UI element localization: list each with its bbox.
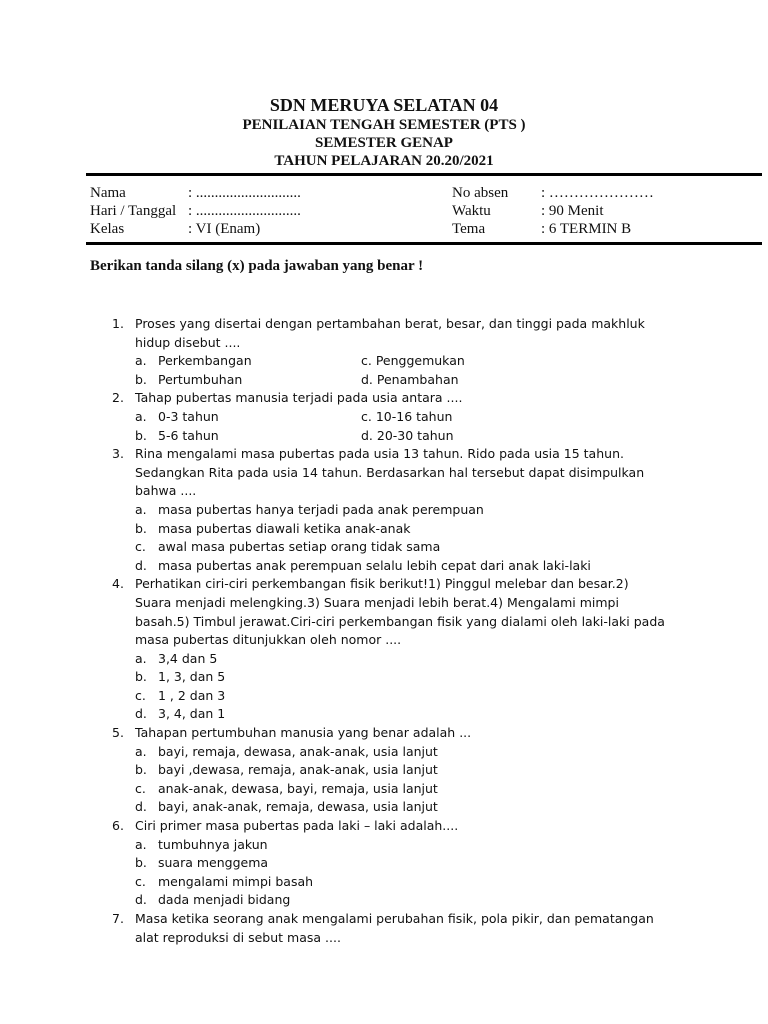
option-text: bayi, remaja, dewasa, anak-anak, usia lanjut [158, 743, 438, 759]
answer-option-row [0, 780, 768, 799]
answer-option-row [0, 743, 768, 762]
absen-label: No absen [452, 185, 509, 201]
answer-option-row [0, 427, 768, 446]
nama-label: Nama [90, 185, 126, 201]
answer-option-row [0, 687, 768, 706]
option-letter: c. [135, 539, 146, 555]
question-7 [0, 910, 665, 947]
answer-option-row [0, 761, 768, 780]
option-letter: c. [135, 873, 146, 889]
option-text: mengalami mimpi basah [158, 873, 314, 889]
option-text-second-column: c. Penggemukan [361, 353, 465, 369]
answer-option-row [0, 557, 768, 576]
academic-year: TAHUN PELAJARAN 20.20/2021 [274, 153, 494, 169]
question-number: 5. [112, 725, 124, 741]
option-letter: a. [135, 353, 147, 369]
option-letter: a. [135, 743, 147, 759]
option-letter: d. [135, 799, 147, 815]
option-letter: d. [135, 706, 147, 722]
info-row-nama [90, 184, 760, 202]
info-row-hari [90, 202, 760, 220]
question-options [0, 743, 768, 817]
kelas-label: Kelas [90, 221, 125, 237]
kelas-value: : VI (Enam) [188, 221, 261, 237]
option-letter: b. [135, 855, 147, 871]
answer-option-row [0, 408, 768, 427]
option-text-second-column: c. 10-16 tahun [361, 408, 453, 424]
hari-label: Hari / Tanggal [90, 203, 177, 219]
option-text: anak-anak, dewasa, bayi, remaja, usia lanjut [158, 780, 438, 796]
option-text: awal masa pubertas setiap orang tidak sama [158, 539, 441, 555]
option-text: 3,4 dan 5 [158, 650, 218, 666]
question-text: Perhatikan ciri-ciri perkembangan fisik berikut!1) Pinggul melebar dan besar.2) Suara menjadi melengking.3) Suara menjadi lebih berat.4) Mengalami mimpi basah.5) Timbul jerawat.Ciri-ciri perkembangan fisik yang dialami oleh laki-laki pada masa pubertas ditunjukkan oleh nomor .... [135, 576, 665, 648]
option-text: Pertumbuhan [158, 371, 243, 387]
question-text: Tahap pubertas manusia terjadi pada usia antara .... [135, 390, 463, 406]
question-5 [0, 724, 665, 743]
answer-option-row [0, 520, 768, 539]
exam-title: PENILAIAN TENGAH SEMESTER (PTS ) [242, 117, 526, 133]
option-text: 0-3 tahun [158, 408, 219, 424]
answer-option-row [0, 650, 768, 669]
tema-label: Tema [452, 221, 486, 237]
header-rule-bottom [86, 242, 762, 245]
question-4 [0, 575, 665, 649]
answer-option-row [0, 873, 768, 892]
option-letter: c. [135, 687, 146, 703]
instruction-text: Berikan tanda silang (x) pada jawaban yang benar ! [90, 258, 424, 274]
question-2 [0, 389, 665, 408]
header-rule-top [86, 173, 762, 176]
absen-field: : ………………… [541, 185, 654, 201]
question-options [0, 501, 768, 575]
option-text: masa pubertas diawali ketika anak-anak [158, 520, 411, 536]
option-text-second-column: d. 20-30 tahun [361, 427, 454, 443]
question-number: 6. [112, 818, 124, 834]
question-text: Tahapan pertumbuhan manusia yang benar adalah ... [135, 725, 472, 741]
option-text: bayi ,dewasa, remaja, anak-anak, usia lanjut [158, 762, 438, 778]
question-text: Ciri primer masa pubertas pada laki – laki adalah.... [135, 818, 459, 834]
answer-option-row [0, 371, 768, 390]
option-text-second-column: d. Penambahan [361, 371, 459, 387]
option-letter: b. [135, 762, 147, 778]
option-letter: b. [135, 520, 147, 536]
semester-label: SEMESTER GENAP [315, 135, 453, 151]
option-text: dada menjadi bidang [158, 892, 291, 908]
option-text: 3, 4, dan 1 [158, 706, 226, 722]
option-text: 5-6 tahun [158, 427, 219, 443]
answer-option-row [0, 891, 768, 910]
question-1 [0, 315, 665, 352]
answer-option-row [0, 836, 768, 855]
option-letter: d. [135, 557, 147, 573]
option-text: masa pubertas anak perempuan selalu lebih cepat dari anak laki-laki [158, 557, 591, 573]
answer-option-row [0, 705, 768, 724]
question-options [0, 408, 768, 445]
question-3 [0, 445, 665, 501]
option-text: bayi, anak-anak, remaja, dewasa, usia lanjut [158, 799, 438, 815]
answer-option-row [0, 501, 768, 520]
question-options [0, 836, 768, 910]
option-text: masa pubertas hanya terjadi pada anak perempuan [158, 501, 484, 517]
question-text: Masa ketika seorang anak mengalami perubahan fisik, pola pikir, dan pematangan alat reproduksi di sebut masa .... [135, 911, 654, 945]
school-name: SDN MERUYA SELATAN 04 [269, 95, 499, 115]
waktu-value: : 90 Menit [541, 203, 604, 219]
exam-header [0, 94, 768, 170]
question-number: 3. [112, 446, 124, 462]
answer-option-row [0, 352, 768, 371]
answer-option-row [0, 538, 768, 557]
option-letter: c. [135, 780, 146, 796]
question-number: 4. [112, 576, 124, 592]
question-text: Rina mengalami masa pubertas pada usia 13 tahun. Rido pada usia 15 tahun. Sedangkan Rita pada usia 14 tahun. Berdasarkan hal tersebut dapat disimpulkan bahwa .... [135, 446, 645, 499]
question-number: 7. [112, 911, 124, 926]
nama-field: : ............................ [188, 185, 301, 201]
option-letter: b. [135, 371, 147, 387]
question-number: 1. [112, 316, 124, 331]
question-options [0, 352, 768, 389]
option-text: 1, 3, dan 5 [158, 669, 226, 685]
waktu-label: Waktu [452, 203, 491, 219]
option-letter: d. [135, 892, 147, 908]
question-options [0, 650, 768, 724]
option-letter: b. [135, 669, 147, 685]
hari-field: : ............................ [188, 203, 301, 219]
tema-value: : 6 TERMIN B [541, 221, 632, 237]
option-letter: a. [135, 650, 147, 666]
answer-option-row [0, 854, 768, 873]
option-letter: a. [135, 836, 147, 852]
question-6 [0, 817, 665, 836]
student-info [90, 184, 760, 238]
question-text: Proses yang disertai dengan pertambahan berat, besar, dan tinggi pada makhluk hidup disebut .... [135, 316, 645, 350]
answer-option-row [0, 668, 768, 687]
option-text: Perkembangan [158, 353, 252, 369]
option-text: tumbuhnya jakun [158, 836, 268, 852]
option-letter: b. [135, 427, 147, 443]
option-text: 1 , 2 dan 3 [158, 687, 226, 703]
info-row-kelas [90, 220, 760, 238]
option-letter: a. [135, 501, 147, 517]
option-letter: a. [135, 408, 147, 424]
question-list [0, 315, 768, 947]
option-text: suara menggema [158, 855, 269, 871]
answer-option-row [0, 798, 768, 817]
question-number: 2. [112, 390, 124, 406]
